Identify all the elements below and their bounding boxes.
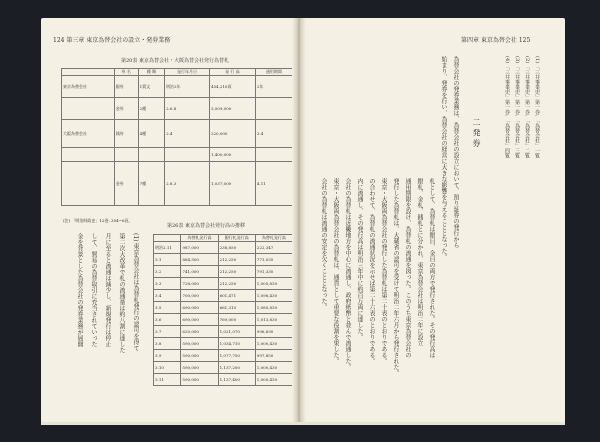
table-row: [154, 266, 293, 278]
table-cell: 620,000: [181, 326, 218, 338]
table-cell: 3.11: [154, 374, 181, 386]
table-cell: 3.3: [154, 278, 181, 290]
table-cell: 700,000: [181, 290, 218, 302]
table-cell: 1,034,710: [218, 338, 255, 350]
table-cell: 4種: [138, 120, 164, 148]
table-cell: [62, 98, 115, 120]
text-column: 第二次大改革で札の流通量は約八割に達した: [118, 233, 125, 353]
table-cell: 2年: [255, 76, 292, 98]
table-cell: 1,400,000: [209, 148, 255, 162]
table-cell: 1,000,430: [255, 374, 292, 386]
text-column: 内に流通し、その発行高は明治三年中に約百万両に達した。: [356, 178, 363, 340]
table-cell: 1,005,830: [255, 278, 292, 290]
table-cell: 690,000: [181, 314, 218, 326]
table-cell: 3.10: [154, 362, 181, 374]
table-cell: 454,210両: [209, 76, 255, 98]
table-row: [62, 162, 293, 206]
table-header-cell: 発 行 高: [209, 69, 255, 76]
table-cell: [62, 148, 115, 162]
table-header-cell: 種 類: [138, 69, 164, 76]
table-title: 第20表 東京為替会社・大阪為替会社発行為替札: [121, 58, 229, 64]
table-cell: 明治2年: [165, 76, 210, 98]
table-cell: 791,330: [255, 266, 292, 278]
table-header-cell: 券 名: [114, 69, 138, 76]
book-gutter: [292, 18, 306, 422]
table-header-cell: [62, 69, 115, 76]
table-row: [154, 338, 293, 350]
text-column: 金を背景とした為替会社の発券業務が展開: [76, 233, 83, 347]
table-row: [154, 374, 293, 386]
table-cell: [255, 98, 292, 120]
table-cell: 590,000: [181, 350, 218, 362]
table-row: [62, 120, 293, 148]
table-cell: 1,137,200: [218, 362, 255, 374]
table-cell: 2.6.8: [165, 98, 210, 120]
table-header-cell: 為替札発行高: [181, 235, 218, 242]
table-cell: 2.4: [165, 120, 210, 148]
text-column: 始まり、発券を行い、為替会社の経営に大きな影響を与えることとなった。: [440, 56, 447, 260]
table-cell: 3.8: [154, 338, 181, 350]
table-header-cell: [154, 235, 181, 242]
table-header-row: [62, 69, 293, 76]
table-cell: 997,850: [255, 350, 292, 362]
table-cell: 987,000: [181, 242, 218, 254]
table-cell: 661,310: [218, 302, 255, 314]
table-header-cell: 発行年月日: [165, 69, 210, 76]
table-cell: 690,000: [181, 302, 218, 314]
text-column: 銀札、金札、銭札とに分かれ、東京為替会社は明治二年に設立: [416, 178, 423, 346]
table-row: [154, 350, 293, 362]
table-cell: 3.4: [255, 120, 292, 148]
table-cell: 601,471: [218, 290, 255, 302]
table-cell: 1,137,400: [218, 374, 255, 386]
table-cell: 741,000: [181, 266, 218, 278]
table-row: [154, 254, 293, 266]
table-cell: 728,000: [181, 278, 218, 290]
left-page: [41, 18, 297, 422]
footnote: (1) 「三井事業史」第一巻, 「為替会社」一覧: [534, 56, 540, 158]
table-note: (注) 「明治財政史」12巻, 354~6頁。: [63, 218, 133, 223]
table-header-row: [154, 235, 293, 242]
table-cell: 1,077,750: [218, 350, 255, 362]
issuance-table: [61, 68, 293, 206]
table-row: [154, 302, 293, 314]
table-cell: [165, 148, 210, 162]
table-cell: 3.7: [154, 326, 181, 338]
table-row: [62, 98, 293, 120]
footnote: (3) 「三井事業史」第一巻, 「為替会社」三覧: [514, 56, 520, 158]
table-cell: 1,000,430: [255, 362, 292, 374]
table-cell: 212,250: [218, 266, 255, 278]
table-header-cell: 通用期間: [255, 69, 292, 76]
table-cell: 590,000: [181, 374, 218, 386]
table-cell: 4.11: [255, 162, 292, 206]
text-column: 会社の為替札は流通の安定を欠くこととなった。: [320, 178, 327, 310]
table-row: [62, 76, 293, 98]
table-cell: 220,000: [209, 120, 255, 148]
table-cell: 明治2.11: [154, 242, 181, 254]
table-cell: 3.5: [154, 302, 181, 314]
text-column: 会社の為替札は近畿地方を中心に流通し、政府紙幣と並んで流通した。: [344, 178, 351, 370]
table-cell: 3,509,000: [209, 98, 255, 120]
table-cell: 590,000: [181, 338, 218, 350]
text-column: して、貿易の為替取引に充当されていった: [90, 233, 97, 347]
page-header: 第四章 東京為替会社 125: [461, 37, 531, 44]
table-row: [62, 148, 293, 162]
table-cell: 金券: [114, 98, 138, 120]
table-cell: 1,021,070: [218, 326, 255, 338]
table-cell: 212,250: [218, 254, 255, 266]
table-cell: 銭券: [114, 120, 138, 148]
table-cell: [114, 148, 138, 162]
table-row: [154, 242, 293, 254]
table-cell: 996,830: [255, 326, 292, 338]
table-cell: 1,096,430: [255, 290, 292, 302]
text-column: 月に至ると流通は減少し、新規発行は停止: [104, 233, 111, 347]
text-column: 東京・大阪両為替会社の発行した為替札は第二十表のとおりである。: [380, 178, 387, 364]
table-cell: 1,085,830: [255, 302, 292, 314]
page-header: 124 第三章 東京為替会社の設立・発券業務: [53, 37, 171, 44]
table-cell: 238,850: [218, 242, 255, 254]
table-cell: 3.2: [154, 266, 181, 278]
table-cell: 1,013,830: [255, 314, 292, 326]
text-column: 東京・大阪両為替会社の為替札は、通貨として重要な役割を果した。: [332, 178, 339, 364]
footnote: (2) 「三井事業史」第一巻, 「為替会社」二覧: [524, 56, 530, 158]
table-cell: 769,000: [218, 314, 255, 326]
table-header-cell: 銀行札発行高: [218, 235, 255, 242]
table-cell: 1,037,000: [209, 162, 255, 206]
table-cell: 3.9: [154, 350, 181, 362]
text-column: 通用期限を設け、為替札の流通を図った。このうち東京為替会社の: [404, 178, 411, 358]
table-cell: 212,250: [218, 278, 255, 290]
table-cell: 3.4: [154, 290, 181, 302]
table-row: [154, 314, 293, 326]
table-cell: 2.8.3: [165, 162, 210, 206]
text-column: 発行した為替札は、大蔵省の認可を受けて明治二年六月から発行された。: [392, 178, 399, 376]
text-column: (1) 東京為替会社は為替札発行の認可を得て: [132, 233, 139, 352]
table-cell: 1,000,430: [255, 338, 292, 350]
footnote: (4) 「三井事業史」第一巻, 「為替会社」四覧: [504, 56, 510, 158]
table-cell: 東京為替会社: [62, 76, 115, 98]
text-column: 為替会社の発券業務は、為替会社の設立において、預り証券の発行から: [452, 56, 459, 248]
table-cell: 864,500: [181, 254, 218, 266]
table-row: [154, 290, 293, 302]
text-column: 札として、為替札は銀目、金目の両方で発行された。その発行高は: [428, 178, 435, 358]
table-cell: 771,035: [255, 254, 292, 266]
table-cell: 大阪為替会社: [62, 120, 115, 148]
table-row: [154, 278, 293, 290]
table-cell: [138, 148, 164, 162]
table-title: 第26表 東京為替会社発行高の推移: [167, 223, 245, 229]
table-cell: 2種: [138, 98, 164, 120]
right-page: [301, 18, 565, 422]
table-header-cell: 為替札発行高: [255, 235, 292, 242]
text-column: の合わせて、為替札の流通状況を示せば第二十六表のとおりである。: [368, 178, 375, 364]
table-cell: 金券: [114, 162, 138, 206]
table-row: [154, 326, 293, 338]
table-cell: 222,347: [255, 242, 292, 254]
table-cell: 3.6: [154, 314, 181, 326]
section-title: 二 発 券: [472, 118, 481, 148]
table-cell: 7種: [138, 162, 164, 206]
table-cell: 1貫文: [138, 76, 164, 98]
circulation-table: [153, 234, 293, 386]
table-cell: 3.1: [154, 254, 181, 266]
table-cell: [255, 148, 292, 162]
table-cell: [62, 162, 115, 206]
table-row: [154, 362, 293, 374]
table-cell: 銀券: [114, 76, 138, 98]
table-cell: 590,000: [181, 362, 218, 374]
